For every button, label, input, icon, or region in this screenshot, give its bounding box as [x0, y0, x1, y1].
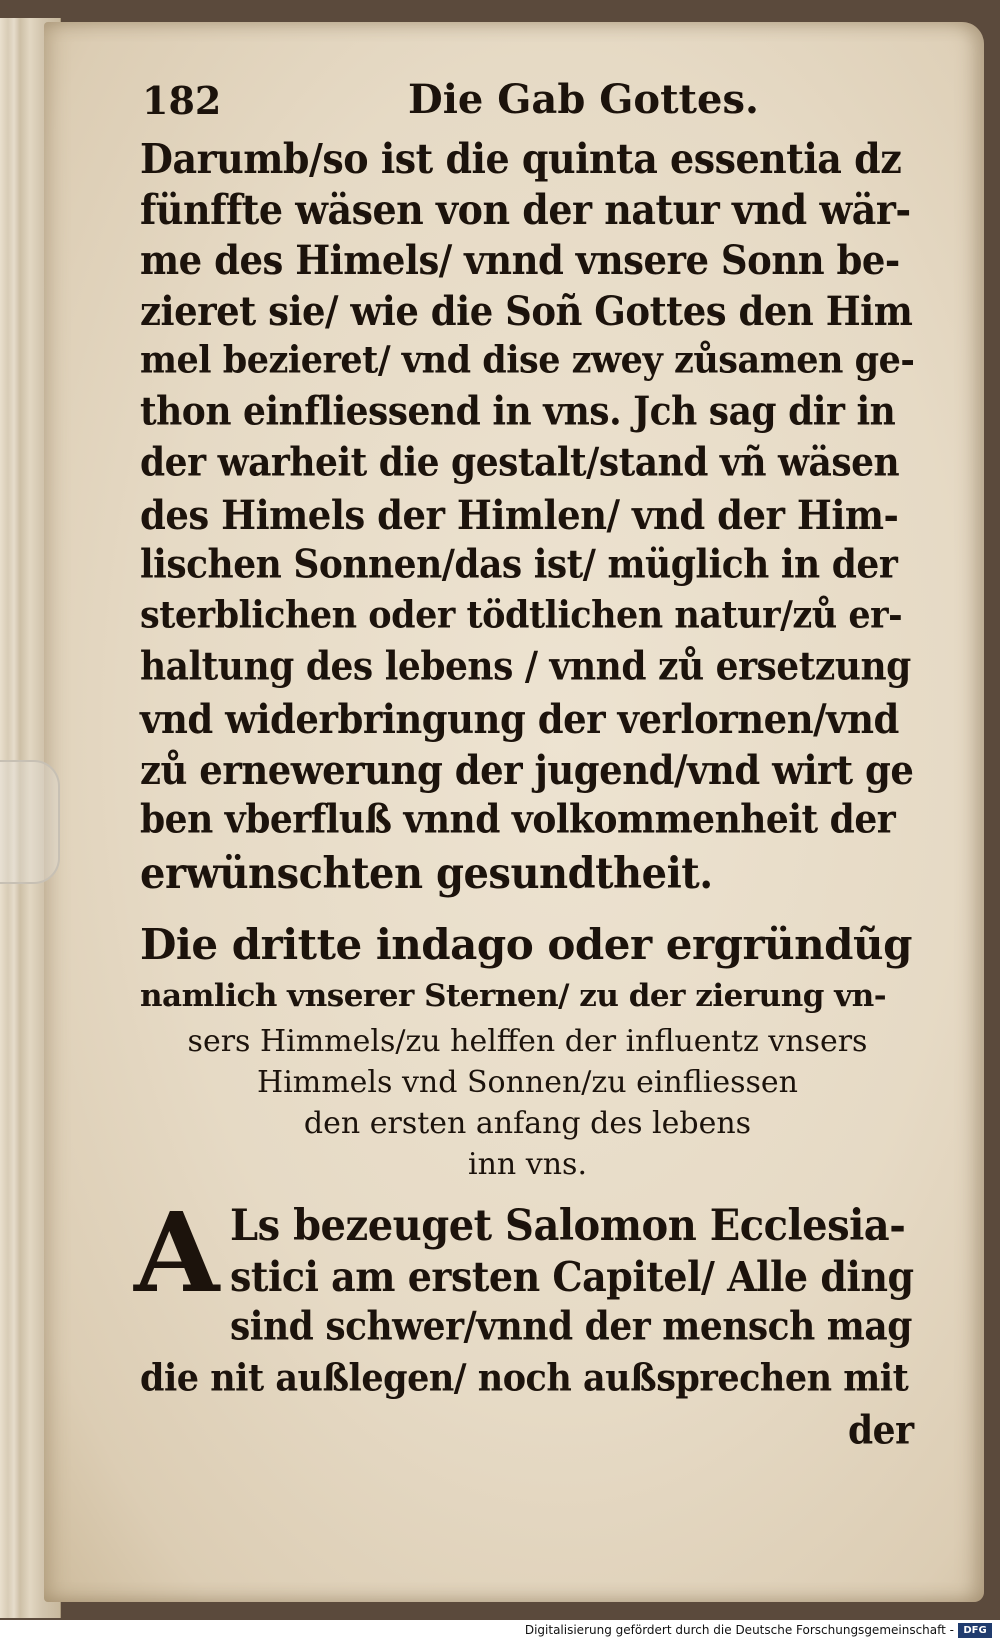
page-number: 182	[142, 78, 222, 123]
body-line: zieret sie/ wie die Soñ Gottes den Him	[140, 287, 913, 335]
body-line: vnd widerbringung der verlornen/vnd	[140, 695, 899, 743]
page-clip	[0, 760, 60, 884]
body-line: sterblichen oder tödtlichen natur/zů er-	[140, 593, 903, 638]
body-line: haltung des lebens / vnnd zů ersetzung	[140, 644, 911, 690]
dfg-logo: DFG	[958, 1623, 992, 1638]
heading-line: namlich vnserer Sternen/ zu der zierung vn-	[140, 978, 887, 1014]
catchword: der	[848, 1408, 914, 1454]
body-line: Darumb/so ist die quinta essentia dz	[140, 134, 902, 183]
drop-cap-initial: A	[134, 1188, 220, 1317]
running-head: Die Gab Gottes.	[408, 76, 759, 123]
body-line: die nit außlegen/ noch außsprechen mit	[140, 1356, 909, 1401]
body-line: sind schwer/vnnd der mensch mag	[230, 1304, 912, 1350]
body-line: erwünschten gesundtheit.	[140, 848, 713, 899]
funding-credit: Digitalisierung gefördert durch die Deutsche Forschungsgemeinschaft -	[524, 1623, 954, 1637]
body-line: thon einfliessend in vns. Jch sag dir in	[140, 389, 896, 435]
heading-line: Die dritte indago oder ergründũg	[140, 920, 912, 969]
body-line: ben vberfluß vnnd volkommenheit der	[140, 797, 896, 843]
body-line: me des Himels/ vnnd vnsere Sonn be-	[140, 236, 900, 284]
body-line: der warheit die gestalt/stand vñ wäsen	[140, 440, 900, 486]
body-line: mel bezieret/ vnd dise zwey zůsamen ge-	[140, 338, 915, 383]
body-line: zů ernewerung der jugend/vnd wirt ge	[140, 746, 914, 794]
heading-line: sers Himmels/zu helffen der influentz vnsers	[187, 1024, 868, 1059]
body-line: Ls bezeuget Salomon Ecclesia-	[230, 1200, 906, 1251]
body-line: stici am ersten Capitel/ Alle ding	[230, 1252, 914, 1301]
heading-line: inn vns.	[468, 1147, 587, 1182]
body-line: lischen Sonnen/das ist/ müglich in der	[140, 542, 898, 588]
heading-line: Himmels vnd Sonnen/zu einfliessen	[257, 1065, 798, 1100]
heading-line: den ersten anfang des lebens	[303, 1106, 752, 1141]
body-line: fünffte wäsen von der natur vnd wär-	[140, 185, 911, 234]
body-line: des Himels der Himlen/ vnd der Him-	[140, 491, 899, 539]
footer-bar	[0, 1620, 1000, 1641]
